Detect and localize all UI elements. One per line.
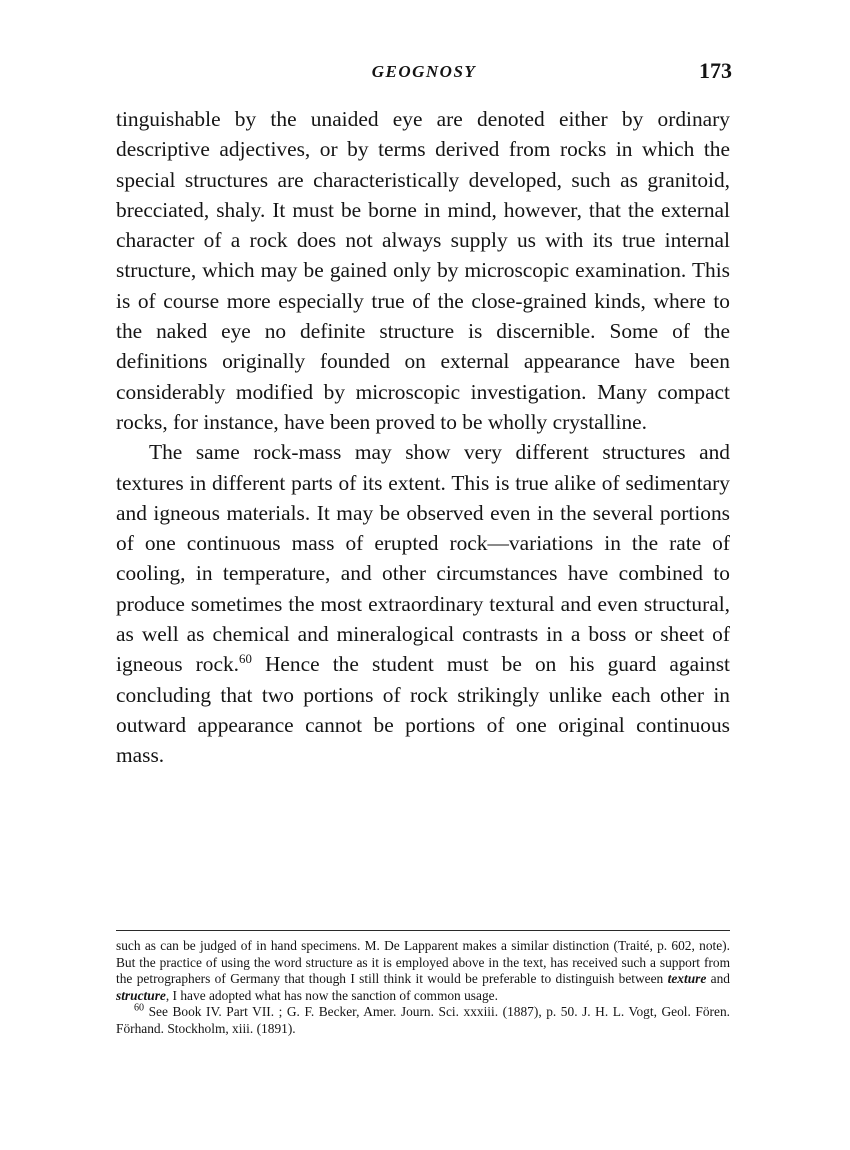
footnote-text: , I have adopted what has now the sanction of common usage. — [165, 987, 498, 1003]
footnote-reference: 60 — [239, 652, 252, 667]
footnote-text: such as can be judged of in hand specimens. M. De Lapparent makes a similar distinction (Traité, p. 602, note). But the practice of using the word structure as it is employed above in the text, has received such a support from the petrographers of Germany that though I still think it would be preferable to distinguish between — [116, 938, 730, 987]
paragraph-text: The same rock-mass may show very different structures and textures in different parts of its extent. This is true alike of sedimentary and igneous materials. It may be observed even in the several portions of one continuous mass of erupted rock—variations in the rate of cooling, in temperature, and other circumstances have combined to produce sometimes the most extraordinary textural and even structural, as well as chemical and mineralogical contrasts in a boss or sheet of igneous rock. — [116, 440, 730, 677]
footnote-number: 60 — [134, 1002, 145, 1014]
page-number: 173 — [699, 58, 732, 83]
footnotes — [116, 938, 730, 1038]
paragraph-text: Hence the student must be on his guard against concluding that two portions of rock strikingly unlike each other in outward appearance cannot be portions of one original continuous mass. — [116, 652, 730, 768]
emphasized-term: texture — [667, 971, 707, 987]
paragraph — [116, 437, 730, 770]
paragraph: tinguishable by the unaided eye are denoted either by ordinary descriptive adjectives, or by terms derived from rocks in which the special structures are characteristically developed, such as granitoid, brecciated, shaly. It must be borne in mind, however, that the external character of a rock does not always supply us with its true internal structure, which may be gained only by microscopic examination. This is of course more especially true of the close-grained kinds, where to the naked eye no definite structure is discernible. Some of the definitions originally founded on external appearance have been considerably modified by microscopic investigation. Many compact rocks, for instance, have been proved to be wholly crystalline. — [116, 107, 730, 434]
emphasized-term: structure — [116, 987, 166, 1003]
running-title: GEOGNOSY — [371, 62, 477, 81]
footnote-60 — [116, 1004, 730, 1037]
page-header — [116, 58, 732, 94]
footnote-text: and — [706, 971, 731, 987]
footnote-continued — [116, 938, 730, 1004]
main-text — [116, 104, 730, 771]
footnote-divider — [116, 930, 730, 931]
footnote-text: See Book IV. Part VII. ; G. F. Becker, Amer. Journ. Sci. xxxiii. (1887), p. 50. J. H. L. Vogt, Geol. Fören. Förhand. Stockholm, xiii. (1891). — [116, 1004, 730, 1036]
